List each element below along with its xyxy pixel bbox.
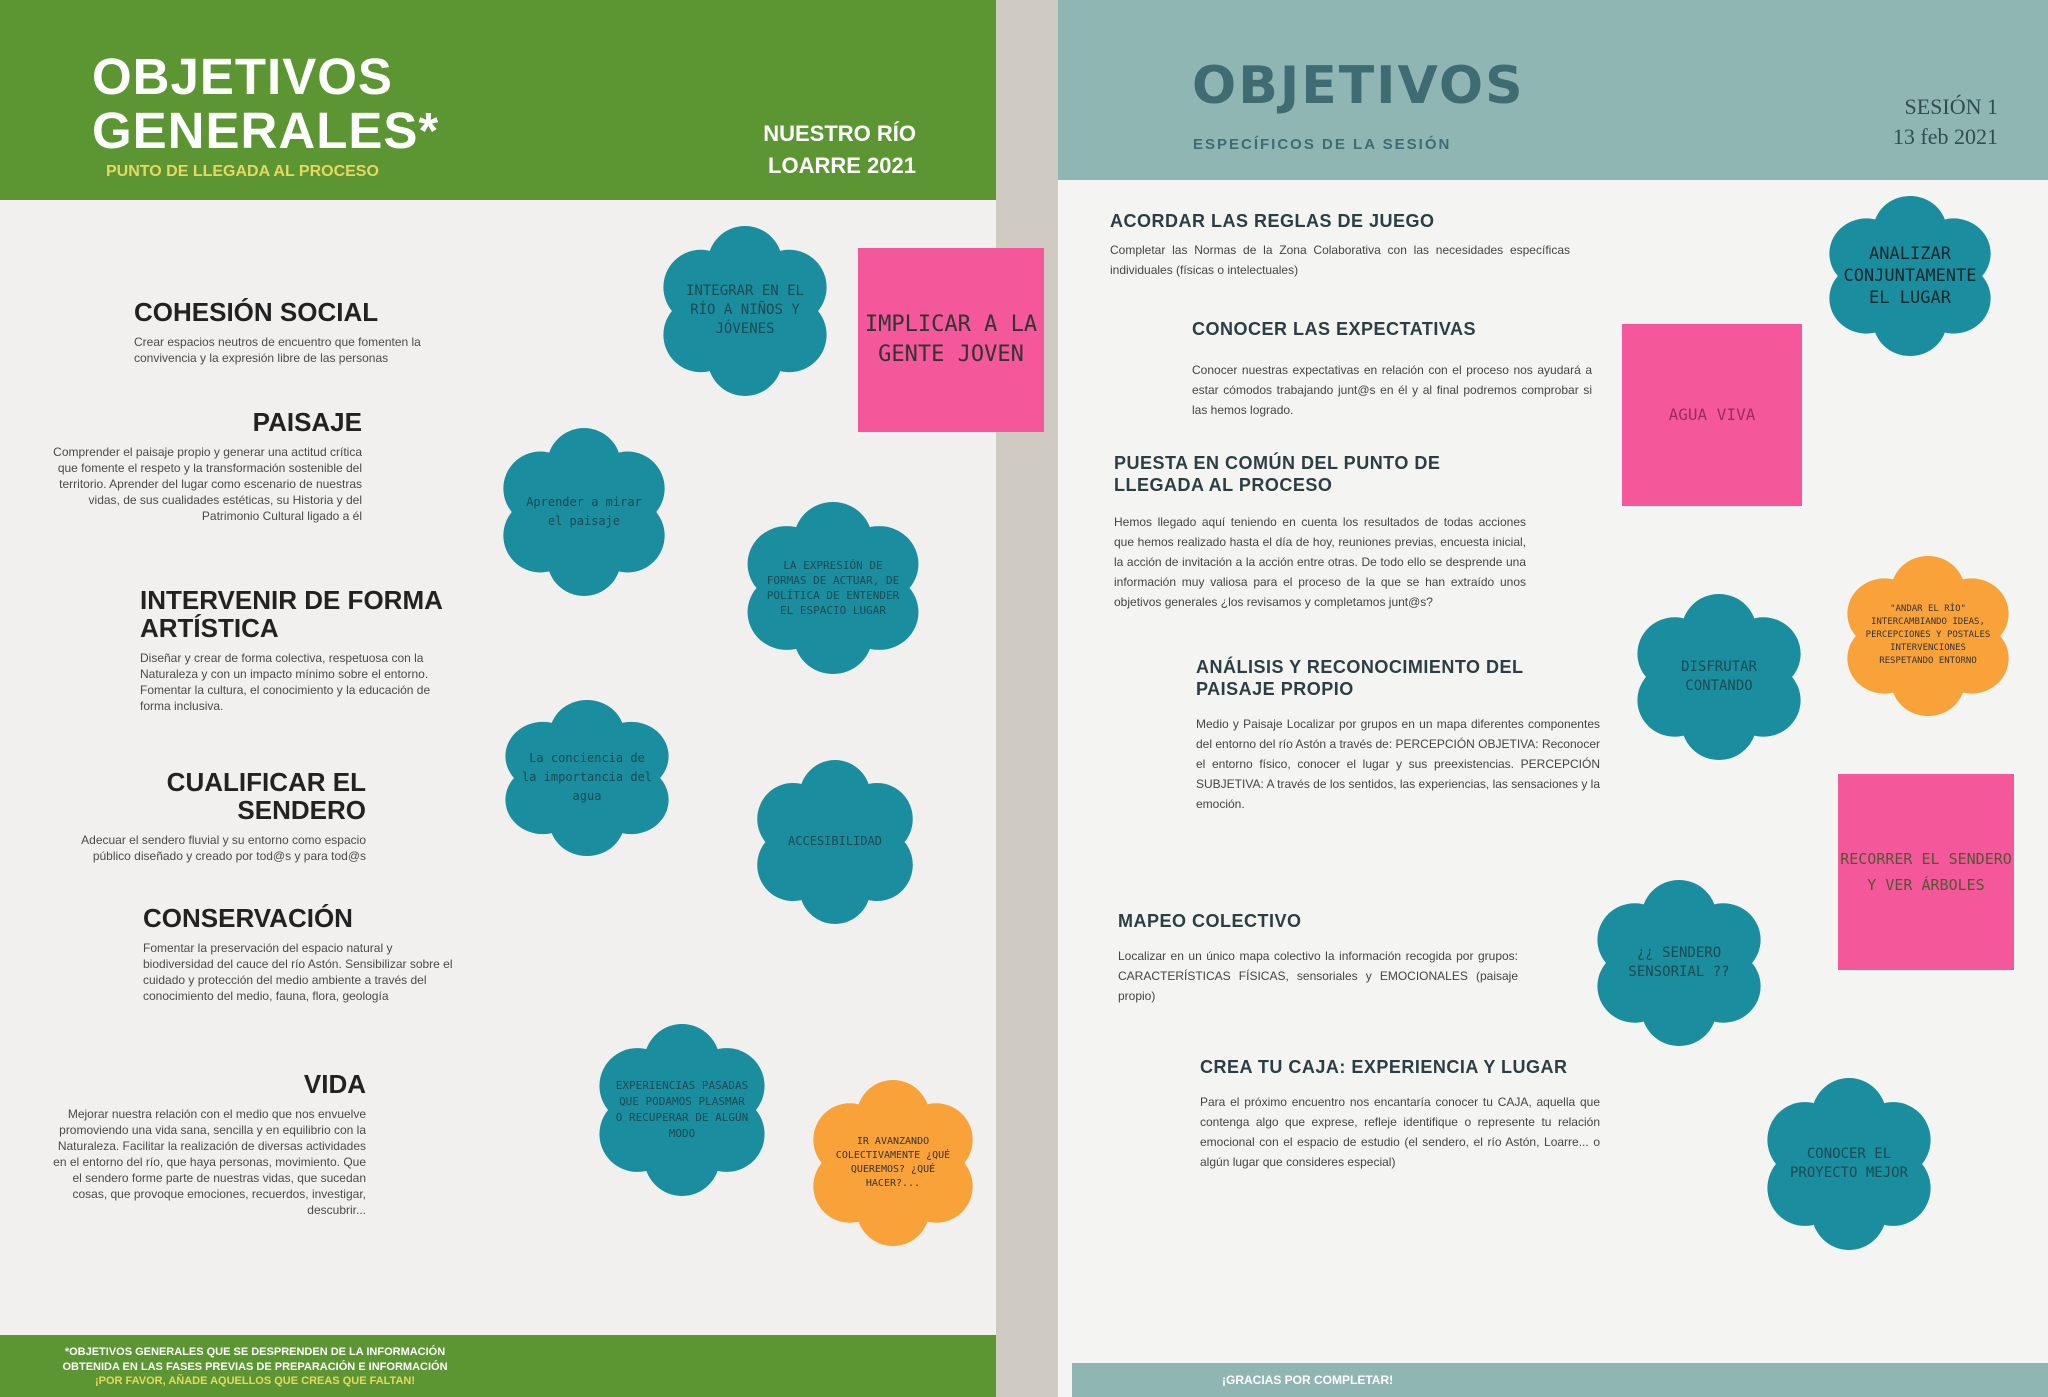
section-analisis (1196, 656, 1600, 814)
left-title: OBJETIVOS GENERALES* (92, 48, 440, 159)
project-name: NUESTRO RÍO (763, 121, 916, 146)
sticky-note-flower (596, 1024, 768, 1196)
sticky-note-flower (500, 428, 668, 596)
sticky-note-square: IMPLICAR A LA GENTE JOVEN (858, 248, 1044, 432)
section-text: Completar las Normas de la Zona Colaborativa con las necesidades específicas individuales (físicas o intelectuales) (1110, 243, 1570, 277)
section-heading: CONSERVACIÓN (143, 903, 353, 933)
section-text: Adecuar el sendero fluvial y su entorno como espacio público diseñado y creado por tod@s y para tod@s (81, 833, 366, 863)
sticky-note-text: ¿¿ SENDERO SENSORIAL ?? (1628, 944, 1730, 980)
section-heading: CREA TU CAJA: EXPERIENCIA Y LUGAR (1200, 1057, 1568, 1077)
left-subtitle: PUNTO DE LLEGADA AL PROCESO (106, 163, 379, 180)
sticky-note-flower (754, 760, 916, 924)
section-text: Hemos llegado aquí teniendo en cuenta los resultados de todas acciones que hemos realizado hasta el día de hoy, reuniones previas, encuesta inicial, la acción de invitación a la acción entre otras. De todo ello se desprende una información muy valiosa para el proceso de la que se han extraído unos objetivos generales ¿los revisamos y completamos junt@s? (1114, 515, 1526, 609)
sticky-note-text: ANALIZAR CONJUNTAMENTE EL LUGAR (1843, 243, 1977, 308)
section-text: Para el próximo encuentro nos encantaría conocer tu CAJA, aquella que contenga algo que exprese, refleje identifique o represente tu relación emocional con el espacio de estudio (el sendero, el río Astón, Loarre... o algún lugar que consideres especial) (1200, 1095, 1600, 1169)
section-puesta-comun (1114, 452, 1526, 612)
sticky-note-text: Aprender a mirar el paisaje (526, 494, 642, 528)
section-text: Comprender el paisaje propio y generar una actitud crítica que fomente el respeto y la transformación sostenible del territorio. Aprender del lugar como escenario de nuestras vidas, de sus cualidades estéticas, su Historia y del Patrimonio Cultural ligado a él (53, 445, 362, 523)
section-text: Diseñar y crear de forma colectiva, respetuosa con la Naturaleza y con un impacto mínimo sobre el entorno. Fomentar la cultura, el conocimiento y la educación de forma inclusiva. (140, 651, 431, 713)
project-label (716, 118, 916, 182)
section-heading: INTERVENIR DE FORMA ARTÍSTICA (140, 585, 442, 643)
poster-gap (996, 0, 1058, 1397)
sticky-note-square: AGUA VIVA (1622, 324, 1802, 506)
section-text: Fomentar la preservación del espacio natural y biodiversidad del cauce del río Astón. Sensibilizar sobre el cuidado y protección del medio ambiente a través del conocimiento del medio, fauna, flora, geología (143, 941, 453, 1003)
section-heading: PUESTA EN COMÚN DEL PUNTO DE LLEGADA AL PROCESO (1114, 453, 1441, 495)
sticky-note-flower (660, 226, 830, 396)
section-text: Crear espacios neutros de encuentro que fomenten la convivencia y la expresión libre de las personas (134, 335, 421, 365)
session-date: 13 feb 2021 (1892, 124, 1998, 149)
section-heading: VIDA (303, 1069, 366, 1099)
section-heading: PAISAJE (252, 407, 362, 437)
section-cohesion (134, 298, 434, 366)
sticky-note-flower (810, 1080, 976, 1246)
sticky-note-flower (1764, 1078, 1934, 1250)
sticky-note-flower (744, 502, 922, 674)
section-heading: MAPEO COLECTIVO (1118, 911, 1302, 931)
sticky-note-flower (502, 700, 672, 856)
sticky-note-flower (1634, 594, 1804, 760)
section-text: Medio y Paisaje Localizar por grupos en un mapa diferentes componentes del entorno del río Astón a través de: PERCEPCIÓN OBJETIVA: Reconocer el entorno físico, conocer el lugar y sus preexistencias. PERCEPCIÓN SUBJETIVA: A través de los sentidos, las experiencias, las sensaciones y la emoción. (1196, 717, 1600, 811)
left-footer (0, 1335, 996, 1397)
sticky-note-flower (1844, 556, 2012, 716)
left-header (0, 0, 996, 200)
sticky-note-text: EXPERIENCIAS PASADAS QUE PODAMOS PLASMAR O RECUPERAR DE ALGÚN MODO (615, 1078, 749, 1140)
right-header (1058, 0, 2048, 180)
sticky-note-flower (1594, 880, 1764, 1046)
sticky-note-flower (1826, 196, 1994, 356)
section-text: Mejorar nuestra relación con el medio que nos envuelve promoviendo una vida sana, sencilla y en equilibrio con la Naturaleza. Facilitar la realización de diversas actividades en el entorno del río, que haya personas, movimiento. Que el sendero forme parte de nuestras vidas, que sucedan cosas, que provoque emociones, recuerdos, investigar, descubrir... (53, 1107, 366, 1217)
session-label: SESIÓN 1 (1904, 94, 1998, 119)
section-text: Conocer nuestras expectativas en relación con el proceso nos ayudará a estar cómodos trabajando junt@s en él y al final podremos comprobar si las hemos logrado. (1192, 363, 1592, 417)
section-heading: CONOCER LAS EXPECTATIVAS (1192, 319, 1477, 339)
sticky-note-text: La conciencia de la importancia del agua (521, 751, 653, 804)
section-heading: COHESIÓN SOCIAL (134, 297, 379, 327)
sticky-note-text: CONOCER EL PROYECTO MEJOR (1789, 1145, 1908, 1181)
section-heading: CUALIFICAR EL SENDERO (166, 767, 366, 825)
section-heading: ANÁLISIS Y RECONOCIMIENTO DEL PAISAJE PROPIO (1196, 657, 1524, 699)
section-vida (50, 1070, 366, 1218)
sticky-note-text: IR AVANZANDO COLECTIVAMENTE ¿QUÉ QUEREMOS? ¿QUÉ HACER?... (835, 1135, 951, 1189)
sticky-note-text: DISFRUTAR CONTANDO (1681, 658, 1757, 694)
sticky-note-text: "ANDAR EL RÍO" INTERCAMBIANDO IDEAS, PERCEPCIONES Y POSTALES INTERVENCIONES RESPETANDO ENTORNO (1865, 604, 1991, 667)
left-footer-callout: ¡POR FAVOR, AÑADE AQUELLOS QUE CREAS QUE FALTAN! (94, 1375, 416, 1387)
sticky-note-text: LA EXPRESIÓN DE FORMAS DE ACTUAR, DE POLÍTICA DE ENTENDER EL ESPACIO LUGAR (766, 558, 900, 617)
section-caja (1200, 1056, 1600, 1172)
section-cualificar (40, 768, 366, 864)
sticky-note-text: INTEGRAR EN EL RÍO A NIÑOS Y JÓVENES (685, 283, 804, 338)
project-place-year: LOARRE 2021 (768, 153, 916, 178)
section-text: Localizar en un único mapa colectivo la información recogida por grupos: CARACTERÍSTICAS FÍSICAS, sensoriales y EMOCIONALES (paisaje propio) (1118, 949, 1518, 1003)
sticky-note-text: ACCESIBILIDAD (788, 834, 882, 849)
right-footer-text: ¡GRACIAS POR COMPLETAR! (1222, 1373, 1394, 1387)
right-title: OBJETIVOS (1192, 56, 1525, 116)
section-mapeo (1118, 910, 1518, 1006)
session-info (1893, 92, 1998, 152)
section-intervenir (140, 586, 450, 714)
section-heading: ACORDAR LAS REGLAS DE JUEGO (1110, 211, 1435, 231)
left-footer-note: *OBJETIVOS GENERALES QUE SE DESPRENDEN DE LA INFORMACIÓN OBTENIDA EN LAS FASES PREVIAS DE PREPARACIÓN E INFORMACIÓN (62, 1346, 448, 1373)
section-expectativas (1192, 318, 1592, 420)
right-footer (1072, 1363, 2048, 1397)
section-reglas (1110, 210, 1570, 280)
sticky-note-square: RECORRER EL SENDERO Y VER ÁRBOLES (1838, 774, 2014, 970)
right-subtitle: ESPECÍFICOS DE LA SESIÓN (1193, 136, 1452, 153)
section-conservacion (143, 904, 453, 1004)
section-paisaje (40, 408, 362, 524)
